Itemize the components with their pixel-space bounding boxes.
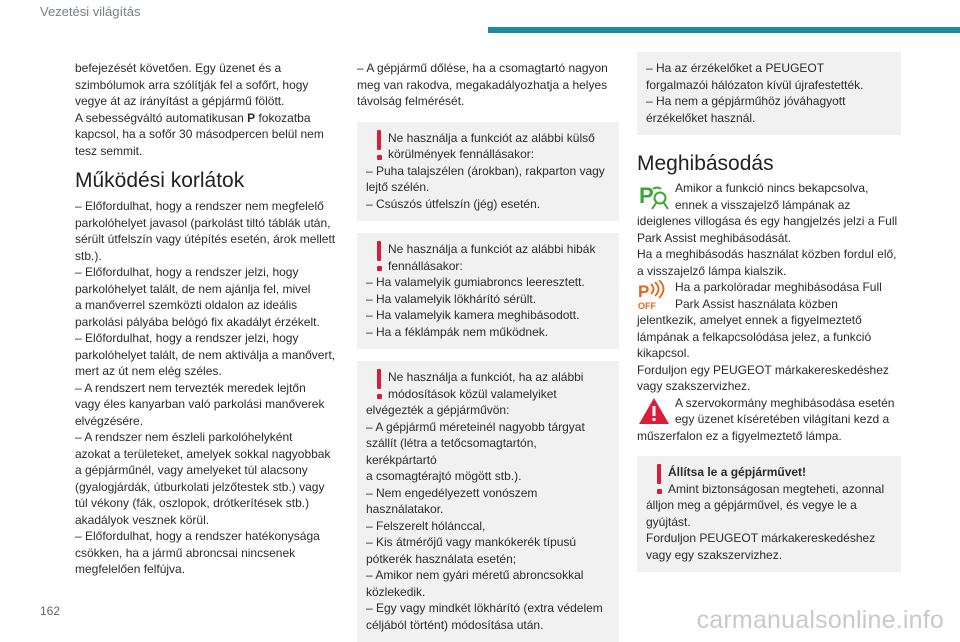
fault-text: műszerfalon ez a figyelmeztető lámpa. [637, 428, 842, 443]
warning-box-faults [357, 233, 619, 349]
warning-heading: Ne használja a funkciót az alábbi külső körülmények fennállásakor: [388, 130, 595, 161]
warning-exclamation-icon [366, 130, 392, 166]
warning-exclamation-icon [646, 464, 672, 500]
column-left [75, 60, 345, 578]
header-title: Vezetési világítás [40, 4, 141, 19]
warning-body: elvégezték a gépjárművön: – A gépjármű méreteinél nagyobb tárgyat szállít (létra a tetőcsomagtartón, kerékpártartó a csomagtérajtó mögött stb.). – Nem engedélyezett vonószem használatakor. – Felszerelt hólánccal, – Kis átmérőjű vagy mankókerék típusú pótkerék használata esetén; – Amikor nem gyári méretű abroncsokkal közlekedik. – Egy vagy mindkét lökhárító (extra védelem céljából történt) módosítása után. [366, 403, 603, 632]
gear-text-pre: A sebességváltó automatikusan [75, 110, 248, 125]
heading-operating-limits: Működési korlátok [75, 169, 245, 192]
paragraph-limits: – Előfordulhat, hogy a rendszer nem megfelelő parkolóhelyet javasol (parkolást tiltó táblák után, sérült útfelszín vagy útépítés esetén, árok mellett stb.). – Előfordulhat, hogy a rendszer jelzi, hogy parkolóhelyet talált, de nem ajánlja fel, mivel a manőverrel szemközti oldalon az ideális parkolási pályába belógó fix akadályt érzékelt. – Előfordulhat, hogy a rendszer jelzi, hogy parkolóhelyet talált, de nem aktiválja a manővert, mert az út nem elég széles. – A rendszert nem tervezték meredek lejtőn vagy éles kanyarban való parkolási manőverek elvégzésére. – A rendszer nem észleli parkolóhelyként azokat a területeket, amelyek sokkal nagyobbak a gépjárműnél, vagy amelyeket túl alacsony (gyalogjárdák, útburkolati jelzőtestek stb.) vagy túl vékony (fák, oszlopok, drótkerítések stb.) akadályok vesznek körül. – Előfordulhat, hogy a rendszer hatékonysága csökken, ha a jármű abroncsai nincsenek megfelelően felfújva. [75, 199, 336, 576]
fault-item-full-park-assist [637, 180, 901, 213]
parking-sensor-off-lamp-icon [637, 280, 671, 310]
park-assist-lamp-icon [637, 181, 671, 211]
warning-exclamation-icon [366, 241, 392, 277]
warning-heading: Ne használja a funkciót, ha az alábbi módosítások közül valamelyiket [388, 370, 584, 401]
warning-triangle-icon [637, 396, 671, 426]
warning-box-modifications [357, 361, 619, 642]
info-box-text: – Ha az érzékelőket a PEUGEOT forgalmazói hálózaton kívül újrafestették. – Ha nem a gépjárműhöz jóváhagyott érzékelőket használ. [646, 61, 864, 125]
fault-text: jelentkezik, amelyet ennek a figyelmeztető lámpának a felkapcsolódása jelez, a funkció kikapcsol. Forduljon egy PEUGEOT márkakereskedéshez vagy szakszervizhez. [637, 313, 889, 393]
fault-lead: Ha a parkolóradar meghibásodása Full Park Assist használata közben [675, 280, 882, 311]
gear-text-post: fokozatba kapcsol, ha a sofőr 30 másodpercen belül nem tesz semmit. [75, 110, 324, 158]
svg-text:P: P [639, 183, 654, 208]
warning-lead: Amint biztonságosan megteheti, azonnal [668, 481, 885, 496]
warning-body: álljon meg a gépjárművel, és vegye le a gyújtást. Forduljon PEUGEOT márkakereskedéshez vagy egy szakszervizhez. [646, 498, 876, 562]
watermark: carmanualsonline.info [696, 606, 944, 634]
heading-malfunction: Meghibásodás [637, 152, 774, 175]
header-accent-bar [488, 27, 960, 33]
paragraph-intro: befejezését követően. Egy üzenet és a szimbólumok arra szólítják fel a sofőrt, hogy vegye át az irányítást a gépjármű fölött. [75, 61, 309, 108]
warning-title: Állítsa le a gépjárművet! [668, 465, 807, 479]
fault-text: ideiglenes villogása és egy hangjelzés jelzi a Full Park Assist meghibásodását. Ha a meghibásodás használat közben fordul elő, a visszajelző lámpa kialszik. [637, 214, 898, 278]
svg-text:P: P [638, 282, 650, 301]
fault-lead: Amikor a funkció nincs bekapcsolva, ennek a visszajelző lámpának az [675, 181, 869, 212]
paragraph-vehicle-tilt: – A gépjármű dőlése, ha a csomagtartó nagyon meg van rakodva, megakadályozhatja a helyes távolság felmérését. [357, 61, 608, 108]
warning-heading: Ne használja a funkciót az alábbi hibák fennállásakor: [388, 242, 596, 273]
warning-exclamation-icon [366, 369, 392, 405]
fault-item-parking-radar [637, 279, 901, 312]
fault-lead: A szervokormány meghibásodása esetén egy üzenet kíséretében világítani kezd a [675, 395, 895, 426]
page-number: 162 [40, 604, 61, 618]
warning-box-external-conditions [357, 122, 619, 222]
fault-item-power-steering [637, 395, 901, 428]
gear-position-label: P [247, 110, 256, 125]
paragraph-gear [75, 110, 345, 160]
warning-body: – Ha valamelyik gumiabroncs leeresztett. – Ha valamelyik lökhárító sérült. – Ha valamelyik kamera meghibásodott. – Ha a féklámpák nem működnek. [366, 275, 585, 339]
column-middle [357, 60, 619, 642]
off-label: OFF [638, 301, 656, 310]
warning-body: – Puha talajszélen (árokban), rakparton vagy lejtő szélén. – Csúszós útfelszín (jég) esetén. [366, 163, 605, 211]
info-box-sensors [637, 52, 901, 135]
column-right [637, 52, 901, 572]
warning-box-stop-vehicle [637, 456, 901, 572]
